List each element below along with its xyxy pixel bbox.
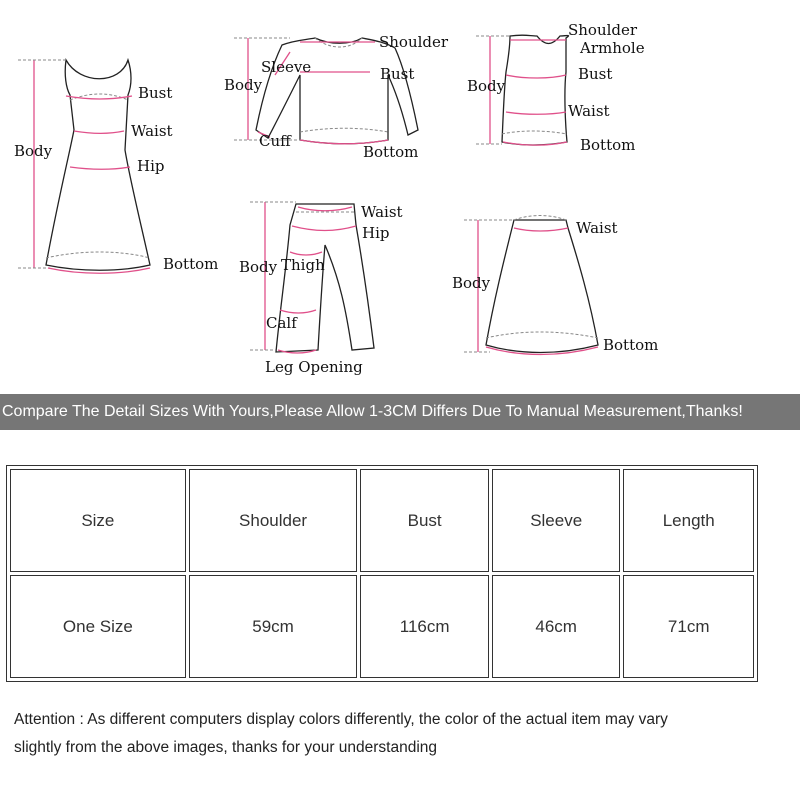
vest-bust-label: Bust bbox=[578, 65, 613, 83]
dress-bottom-label: Bottom bbox=[163, 255, 219, 273]
pants-diagram bbox=[239, 202, 403, 376]
vest-bust-measure bbox=[506, 75, 566, 78]
vest-waist-label: Waist bbox=[568, 102, 610, 120]
skirt-outline bbox=[486, 220, 598, 353]
vest-armhole-label: Armhole bbox=[580, 39, 645, 57]
cell-sleeve: 46cm bbox=[492, 575, 621, 678]
vest-shoulder-label: Shoulder bbox=[568, 21, 638, 39]
dress-hip-measure bbox=[70, 167, 130, 169]
pants-thigh-label: Thigh bbox=[281, 256, 325, 274]
dress-waist-measure bbox=[74, 131, 124, 133]
pants-calf-label: Calf bbox=[266, 314, 297, 332]
skirt-body-label: Body bbox=[452, 274, 491, 292]
measurement-notice-banner: Compare The Detail Sizes With Yours,Please Allow 1-3CM Differs Due To Manual Measurement,Thanks! bbox=[0, 394, 800, 430]
sweater-body-label: Body bbox=[224, 76, 263, 94]
attention-line-1: Attention : As different computers display colors differently, the color of the actual item may vary bbox=[14, 711, 668, 728]
pants-waist-label: Waist bbox=[361, 203, 403, 221]
pants-calf-measure bbox=[280, 310, 316, 313]
skirt-diagram bbox=[452, 216, 658, 355]
dress-diagram bbox=[14, 60, 218, 273]
pants-body-label: Body bbox=[239, 258, 278, 276]
dress-body-label: Body bbox=[14, 142, 53, 160]
cell-bust: 116cm bbox=[360, 575, 489, 678]
attention-note bbox=[14, 706, 774, 762]
skirt-waist-measure bbox=[514, 228, 568, 231]
header-length: Length bbox=[623, 469, 754, 572]
vest-waist-measure bbox=[506, 112, 566, 114]
sweater-diagram bbox=[224, 33, 449, 161]
table-header-row bbox=[10, 469, 754, 572]
size-diagrams bbox=[0, 0, 800, 390]
attention-line-2: slightly from the above images, thanks for your understanding bbox=[14, 739, 438, 756]
vest-outline bbox=[502, 35, 568, 145]
header-size: Size bbox=[10, 469, 186, 572]
dress-bust-label: Bust bbox=[138, 84, 173, 102]
header-shoulder: Shoulder bbox=[189, 469, 358, 572]
pants-waist-measure bbox=[298, 207, 352, 211]
cell-size: One Size bbox=[10, 575, 186, 678]
cell-length: 71cm bbox=[623, 575, 754, 678]
sweater-shoulder-label: Shoulder bbox=[379, 33, 449, 51]
dress-outline bbox=[46, 60, 150, 270]
sweater-bust-label: Bust bbox=[380, 65, 415, 83]
pants-hip-measure bbox=[292, 226, 356, 231]
size-chart-table bbox=[6, 465, 758, 682]
cell-shoulder: 59cm bbox=[189, 575, 358, 678]
vest-bottom-measure bbox=[503, 142, 567, 145]
dress-bust-measure bbox=[66, 96, 132, 99]
dress-hip-label: Hip bbox=[137, 157, 165, 175]
header-bust: Bust bbox=[360, 469, 489, 572]
header-sleeve: Sleeve bbox=[492, 469, 621, 572]
pants-hip-label: Hip bbox=[362, 224, 390, 242]
sweater-sleeve-label: Sleeve bbox=[261, 58, 312, 76]
vest-body-label: Body bbox=[467, 77, 506, 95]
sweater-cuff-label: Cuff bbox=[259, 132, 291, 150]
dress-waist-label: Waist bbox=[131, 122, 173, 140]
vest-bottom-label: Bottom bbox=[580, 136, 636, 154]
vest-diagram bbox=[467, 21, 645, 154]
pants-thigh-measure bbox=[290, 252, 322, 255]
pants-leg-opening-label: Leg Opening bbox=[265, 358, 363, 376]
sweater-bottom-label: Bottom bbox=[363, 143, 419, 161]
table-row bbox=[10, 575, 754, 678]
skirt-waist-label: Waist bbox=[576, 219, 618, 237]
skirt-bottom-label: Bottom bbox=[603, 336, 659, 354]
